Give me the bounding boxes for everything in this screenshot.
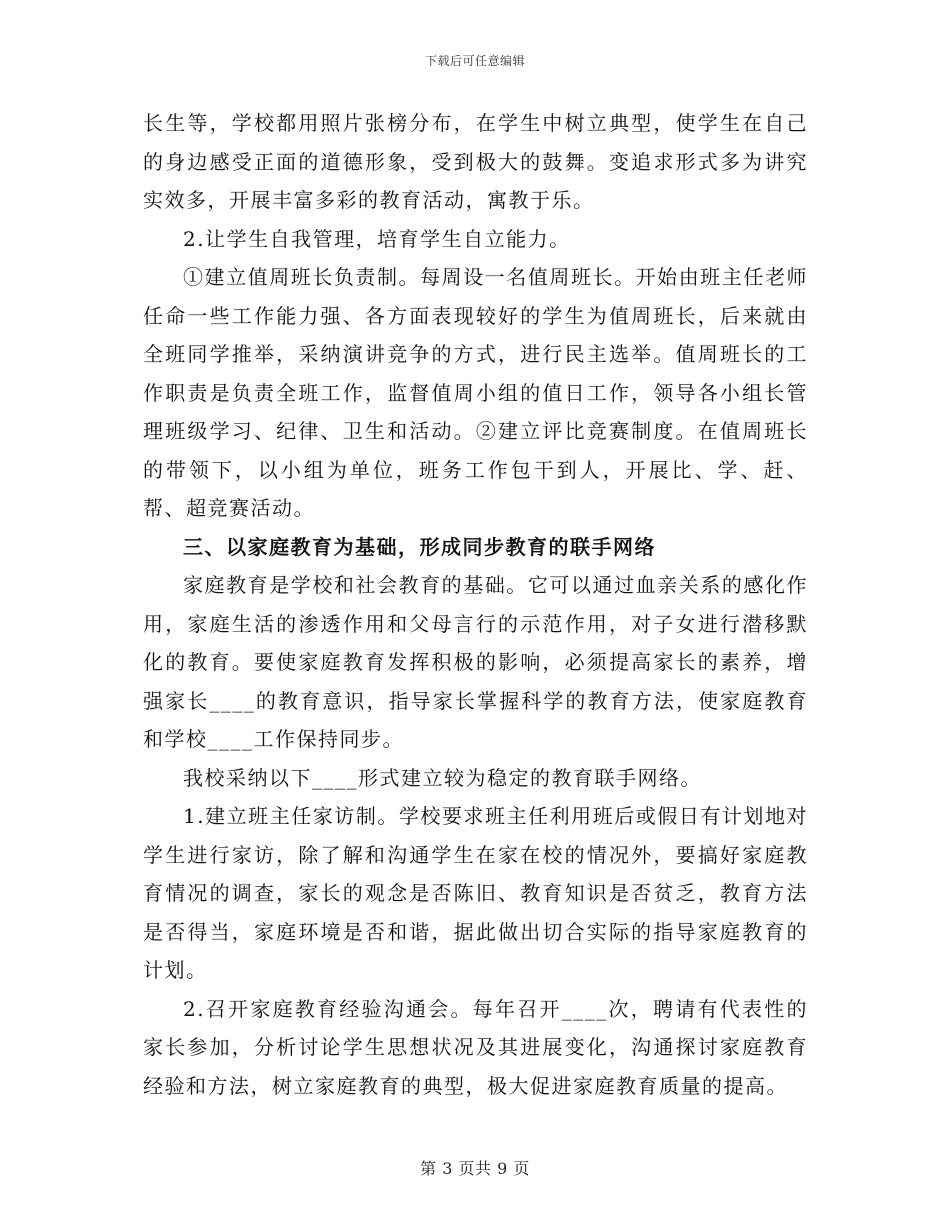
paragraph-continuation: 长生等，学校都用照片张榜分布，在学生中树立典型，使学生在自己的身边感受正面的道德形象，受到极大的鼓舞。变追求形式多为讲究实效多，开展丰富多彩的教育活动，寓教于乐。 — [143, 111, 808, 212]
paragraph-experience-meeting: 2.召开家庭教育经验沟通会。每年召开____次，聘请有代表性的家长参加，分析讨论学生思想状况及其进展变化，沟通探讨家庭教育经验和方法，树立家庭教育的典型，极大促进家庭教育质量的提高。 — [143, 996, 808, 1098]
paragraph-network-forms: 我校采纳以下____形式建立较为稳定的教育联手网络。 — [183, 765, 702, 790]
document-body — [143, 104, 808, 1105]
section-heading-family-education: 三、以家庭教育为基础，形成同步教育的联手网络 — [183, 534, 656, 559]
paragraph-home-visits: 1.建立班主任家访制。学校要求班主任利用班后或假日有计划地对学生进行家访，除了解和沟通学生在家在校的情况外，要搞好家庭教育情况的调查，家长的观念是否陈旧、教育知识是否贫乏，教育方法是否得当，家庭环境是否和谐，据此做出切合实际的指导家庭教育的计划。 — [143, 804, 808, 982]
paragraph-family-education: 家庭教育是学校和社会教育的基础。它可以通过血亲关系的感化作用，家庭生活的渗透作用和父母言行的示范作用，对子女进行潜移默化的教育。要使家庭教育发挥积极的影响，必须提高家长的素养，增强家长____的教育意识，指导家长掌握科学的教育方法，使家庭教育和学校____工作保持同步。 — [143, 573, 808, 751]
page-header: 下载后可任意编辑 — [424, 54, 525, 68]
page-number: 第 3 页共 9 页 — [420, 1159, 530, 1178]
paragraph-duty-monitor: ①建立值周班长负责制。每周设一名值周班长。开始由班主任老师任命一些工作能力强、各方面表现较好的学生为值周班长，后来就由全班同学推举，采纳演讲竞争的方式，进行民主选举。值周班长的工作职责是负责全班工作，监督值周小组的值日工作，领导各小组长管理班级学习、纪律、卫生和活动。②建立评比竞赛制度。在值周班长的带领下，以小组为单位，班务工作包干到人，开展比、学、赶、帮、超竞赛活动。 — [143, 265, 808, 520]
paragraph-self-management: 2.让学生自我管理，培育学生自立能力。 — [183, 226, 571, 251]
